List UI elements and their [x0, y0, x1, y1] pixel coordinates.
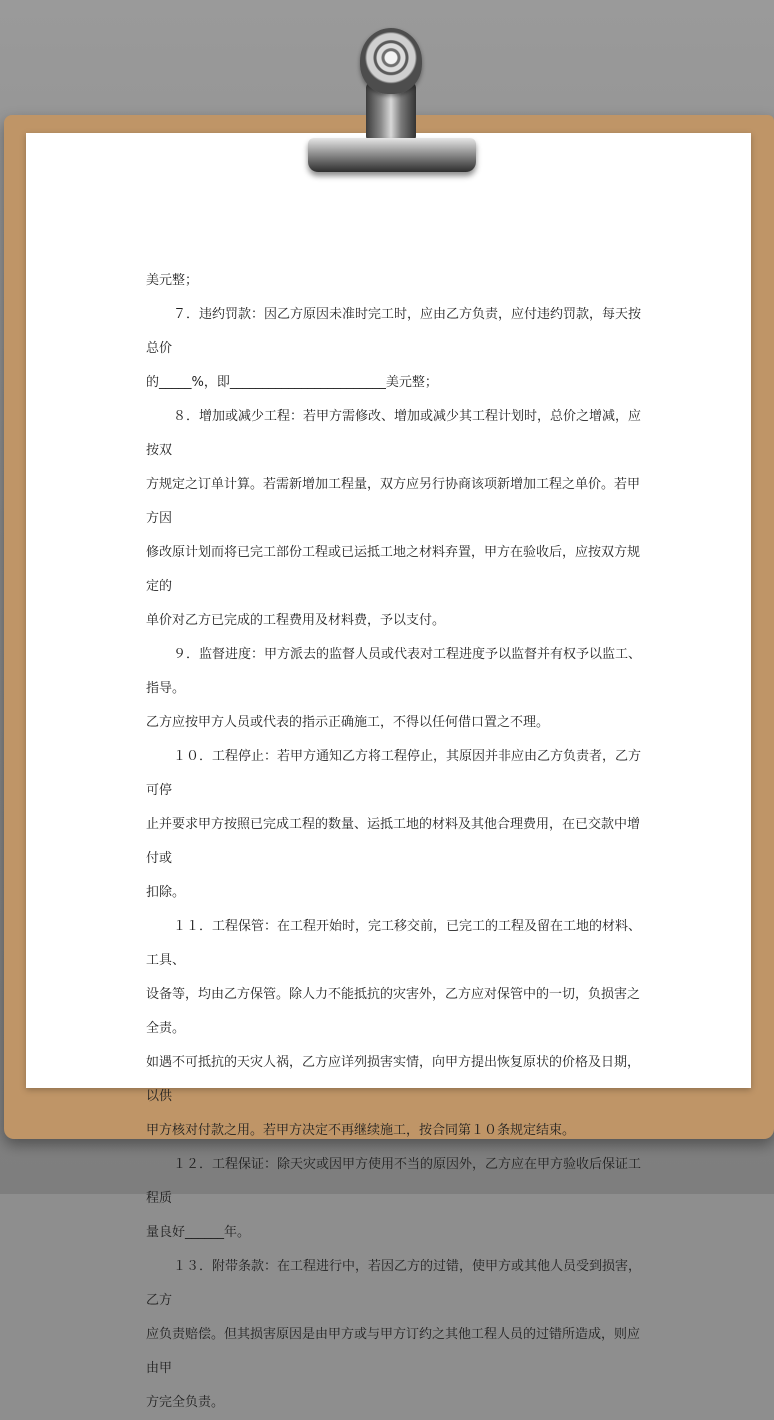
document-line: 方规定之订单计算。若需新增加工程量，双方应另行协商该项新增加工程之单价。若甲方因: [146, 477, 641, 526]
document-line: 应负责赔偿。但其损害原因是由甲方或与甲方订约之其他工程人员的过错所造成，则应由甲: [146, 1327, 641, 1376]
document-line: 止并要求甲方按照已完成工程的数量、运抵工地的材料及其他合理费用，在已交款中增付或: [146, 817, 641, 866]
document-line: 美元整；: [146, 273, 199, 288]
document-line: 扣除。: [146, 885, 186, 900]
document-line: １３．附带条款：在工程进行中，若因乙方的过错，使甲方或其他人员受到损害，乙方: [146, 1259, 642, 1308]
document-line: 的_____%，即________________________美元整；: [146, 375, 438, 390]
document-line: １２．工程保证：除天灾或因甲方使用不当的原因外，乙方应在甲方验收后保证工程质: [146, 1157, 642, 1206]
document-line: 修改原计划而将已完工部份工程或已运抵工地之材料弃置，甲方在验收后，应按双方规定的: [146, 545, 641, 594]
document-line: １０．工程停止：若甲方通知乙方将工程停止，其原因并非应由乙方负责者，乙方可停: [146, 749, 642, 798]
document-line: ８．增加或减少工程：若甲方需修改、增加或减少其工程计划时，总价之增减，应按双: [146, 409, 642, 458]
document-body: [146, 264, 646, 1420]
binder-clip-ring: [360, 28, 422, 94]
document-line: １１．工程保管：在工程开始时，完工移交前，已完工的工程及留在工地的材料、工具、: [146, 919, 642, 968]
document-line: ７．违约罚款：因乙方原因未准时完工时，应由乙方负责，应付违约罚款，每天按总价: [146, 307, 642, 356]
document-line: 量良好______年。: [146, 1225, 251, 1240]
document-line: 单价对乙方已完成的工程费用及材料费，予以支付。: [146, 613, 446, 628]
binder-clip: [308, 138, 476, 172]
document-line: 方完全负责。: [146, 1395, 225, 1410]
document-line: 设备等，均由乙方保管。除人力不能抵抗的灾害外，乙方应对保管中的一切，负损害之全责。: [146, 987, 641, 1036]
document-line: 乙方应按甲方人员或代表的指示正确施工，不得以任何借口置之不理。: [146, 715, 550, 730]
document-line: 如遇不可抵抗的天灾人祸，乙方应详列损害实情，向甲方提出恢复原状的价格及日期，以供: [146, 1055, 641, 1104]
document-line: 甲方核对付款之用。若甲方决定不再继续施工，按合同第１０条规定结束。: [146, 1123, 576, 1138]
document-line: ９．监督进度：甲方派去的监督人员或代表对工程进度予以监督并有权予以监工、指导。: [146, 647, 642, 696]
